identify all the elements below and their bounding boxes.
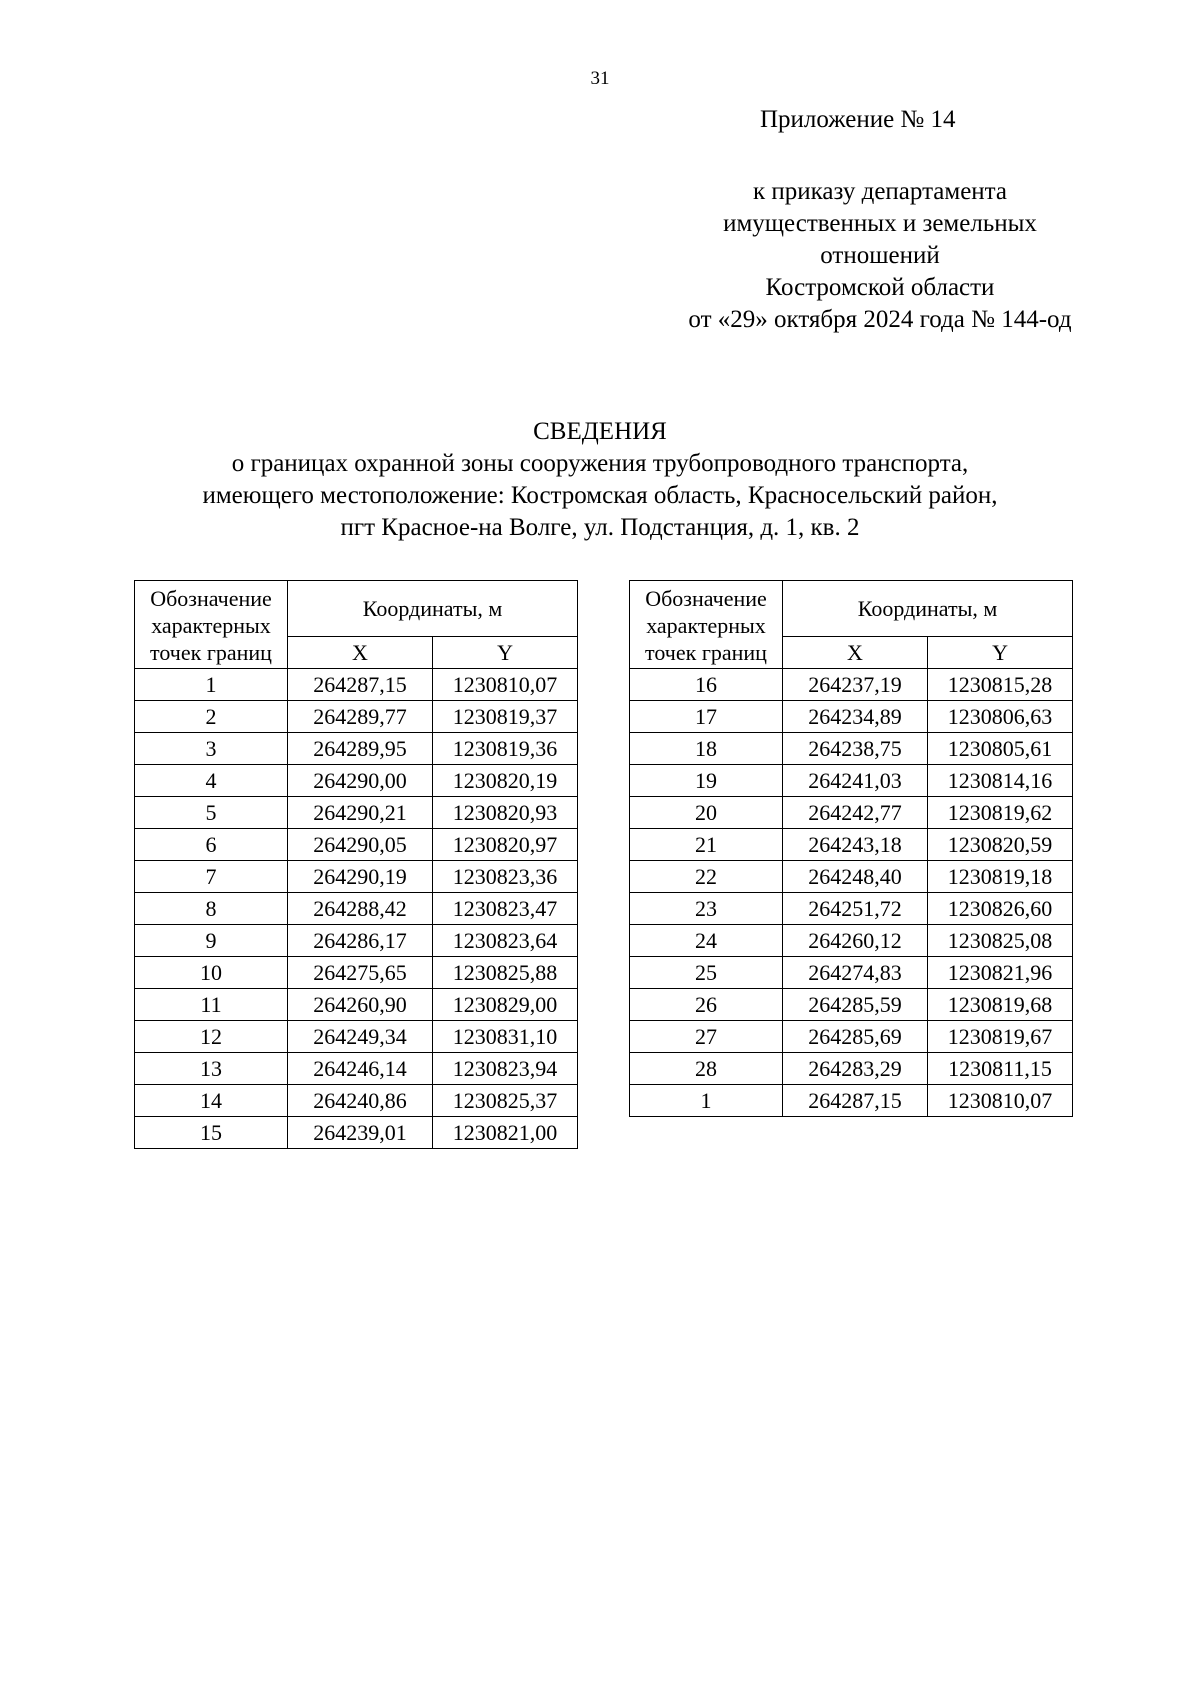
table-row: [135, 925, 578, 957]
point-number-cell: 11: [135, 989, 288, 1021]
table-row: [135, 989, 578, 1021]
point-number-cell: 27: [630, 1021, 783, 1053]
point-number-cell: 14: [135, 1085, 288, 1117]
table-row: [135, 1085, 578, 1117]
x-coordinate-cell: 264285,69: [783, 1021, 928, 1053]
y-coordinate-cell: 1230810,07: [433, 669, 578, 701]
table-row: [135, 669, 578, 701]
y-coordinate-cell: 1230825,08: [928, 925, 1073, 957]
y-coordinate-cell: 1230819,67: [928, 1021, 1073, 1053]
x-coordinate-cell: 264285,59: [783, 989, 928, 1021]
x-coordinate-cell: 264246,14: [288, 1053, 433, 1085]
header-points-line: Обозначение: [645, 585, 767, 611]
x-coordinate-cell: 264260,12: [783, 925, 928, 957]
header-x: X: [288, 637, 433, 669]
table-row: [135, 765, 578, 797]
page-number: 31: [590, 68, 610, 89]
table-row: [630, 1053, 1073, 1085]
annex-ref-line: от «29» октября 2024 года № 144-од: [688, 306, 1072, 333]
x-coordinate-cell: 264290,21: [288, 797, 433, 829]
point-number-cell: 7: [135, 861, 288, 893]
table-body: [630, 669, 1073, 1117]
x-coordinate-cell: 264234,89: [783, 701, 928, 733]
x-coordinate-cell: 264240,86: [288, 1085, 433, 1117]
x-coordinate-cell: 264275,65: [288, 957, 433, 989]
y-coordinate-cell: 1230831,10: [433, 1021, 578, 1053]
x-coordinate-cell: 264290,05: [288, 829, 433, 861]
table-row: [135, 1117, 578, 1149]
point-number-cell: 19: [630, 765, 783, 797]
header-points-line: точек границ: [150, 639, 272, 665]
point-number-cell: 12: [135, 1021, 288, 1053]
point-number-cell: 5: [135, 797, 288, 829]
header-points: [630, 581, 783, 669]
table-row: [630, 797, 1073, 829]
x-coordinate-cell: 264248,40: [783, 861, 928, 893]
point-number-cell: 4: [135, 765, 288, 797]
document-subtitle-line: пгт Красное-на Волге, ул. Подстанция, д. 1, кв. 2: [340, 514, 860, 541]
table-row: [630, 925, 1073, 957]
point-number-cell: 3: [135, 733, 288, 765]
point-number-cell: 28: [630, 1053, 783, 1085]
header-points-line: характерных: [646, 612, 766, 638]
point-number-cell: 16: [630, 669, 783, 701]
table-row: [630, 893, 1073, 925]
point-number-cell: 1: [135, 669, 288, 701]
y-coordinate-cell: 1230820,59: [928, 829, 1073, 861]
y-coordinate-cell: 1230819,18: [928, 861, 1073, 893]
x-coordinate-cell: 264290,19: [288, 861, 433, 893]
point-number-cell: 26: [630, 989, 783, 1021]
y-coordinate-cell: 1230815,28: [928, 669, 1073, 701]
y-coordinate-cell: 1230814,16: [928, 765, 1073, 797]
point-number-cell: 1: [630, 1085, 783, 1117]
y-coordinate-cell: 1230823,36: [433, 861, 578, 893]
point-number-cell: 15: [135, 1117, 288, 1149]
y-coordinate-cell: 1230819,36: [433, 733, 578, 765]
y-coordinate-cell: 1230820,93: [433, 797, 578, 829]
table-row: [135, 1021, 578, 1053]
x-coordinate-cell: 264286,17: [288, 925, 433, 957]
table-row: [135, 733, 578, 765]
table-row: [630, 829, 1073, 861]
x-coordinate-cell: 264283,29: [783, 1053, 928, 1085]
y-coordinate-cell: 1230820,19: [433, 765, 578, 797]
point-number-cell: 21: [630, 829, 783, 861]
y-coordinate-cell: 1230819,62: [928, 797, 1073, 829]
table-row: [135, 797, 578, 829]
y-coordinate-cell: 1230829,00: [433, 989, 578, 1021]
header-points: [135, 581, 288, 669]
x-coordinate-cell: 264287,15: [288, 669, 433, 701]
y-coordinate-cell: 1230806,63: [928, 701, 1073, 733]
header-points-line: Обозначение: [150, 585, 272, 611]
table-row: [135, 829, 578, 861]
x-coordinate-cell: 264289,95: [288, 733, 433, 765]
x-coordinate-cell: 264260,90: [288, 989, 433, 1021]
y-coordinate-cell: 1230826,60: [928, 893, 1073, 925]
annex-title: Приложение № 14: [760, 106, 956, 133]
header-coordinates: Координаты, м: [288, 581, 578, 637]
y-coordinate-cell: 1230810,07: [928, 1085, 1073, 1117]
y-coordinate-cell: 1230825,88: [433, 957, 578, 989]
table-body: [135, 669, 578, 1149]
point-number-cell: 20: [630, 797, 783, 829]
y-coordinate-cell: 1230821,96: [928, 957, 1073, 989]
x-coordinate-cell: 264290,00: [288, 765, 433, 797]
x-coordinate-cell: 264243,18: [783, 829, 928, 861]
document-subtitle-line: о границах охранной зоны сооружения трубопроводного транспорта,: [231, 450, 969, 477]
x-coordinate-cell: 264239,01: [288, 1117, 433, 1149]
annex-ref-line: к приказу департамента: [752, 178, 1008, 205]
x-coordinate-cell: 264287,15: [783, 1085, 928, 1117]
table-row: [630, 733, 1073, 765]
point-number-cell: 6: [135, 829, 288, 861]
point-number-cell: 8: [135, 893, 288, 925]
document-title: СВЕДЕНИЯ: [533, 418, 667, 445]
y-coordinate-cell: 1230823,47: [433, 893, 578, 925]
y-coordinate-cell: 1230823,64: [433, 925, 578, 957]
y-coordinate-cell: 1230823,94: [433, 1053, 578, 1085]
table-row: [135, 861, 578, 893]
coordinates-table-right: [629, 580, 1073, 1117]
table-row: [630, 989, 1073, 1021]
header-points-line: точек границ: [645, 639, 767, 665]
header-y: Y: [928, 637, 1073, 669]
header-points-line: характерных: [151, 612, 271, 638]
x-coordinate-cell: 264241,03: [783, 765, 928, 797]
point-number-cell: 2: [135, 701, 288, 733]
y-coordinate-cell: 1230819,68: [928, 989, 1073, 1021]
y-coordinate-cell: 1230811,15: [928, 1053, 1073, 1085]
point-number-cell: 9: [135, 925, 288, 957]
table-row: [630, 701, 1073, 733]
y-coordinate-cell: 1230820,97: [433, 829, 578, 861]
table-row: [135, 957, 578, 989]
x-coordinate-cell: 264249,34: [288, 1021, 433, 1053]
y-coordinate-cell: 1230821,00: [433, 1117, 578, 1149]
y-coordinate-cell: 1230825,37: [433, 1085, 578, 1117]
table-row: [630, 1085, 1073, 1117]
annex-ref-line: имущественных и земельных: [723, 210, 1037, 237]
point-number-cell: 22: [630, 861, 783, 893]
x-coordinate-cell: 264238,75: [783, 733, 928, 765]
table-row: [135, 893, 578, 925]
point-number-cell: 17: [630, 701, 783, 733]
table-row: [135, 701, 578, 733]
y-coordinate-cell: 1230819,37: [433, 701, 578, 733]
x-coordinate-cell: 264274,83: [783, 957, 928, 989]
point-number-cell: 24: [630, 925, 783, 957]
x-coordinate-cell: 264242,77: [783, 797, 928, 829]
point-number-cell: 18: [630, 733, 783, 765]
x-coordinate-cell: 264237,19: [783, 669, 928, 701]
point-number-cell: 10: [135, 957, 288, 989]
annex-reference: [600, 176, 1160, 336]
y-coordinate-cell: 1230805,61: [928, 733, 1073, 765]
annex-ref-line: Костромской области: [765, 274, 995, 301]
point-number-cell: 23: [630, 893, 783, 925]
table-row: [630, 1021, 1073, 1053]
header-coordinates: Координаты, м: [783, 581, 1073, 637]
x-coordinate-cell: 264289,77: [288, 701, 433, 733]
table-row: [630, 957, 1073, 989]
header-y: Y: [433, 637, 578, 669]
point-number-cell: 13: [135, 1053, 288, 1085]
x-coordinate-cell: 264288,42: [288, 893, 433, 925]
x-coordinate-cell: 264251,72: [783, 893, 928, 925]
document-subtitle-line: имеющего местоположение: Костромская область, Красносельский район,: [202, 482, 998, 509]
coordinates-table-left: [134, 580, 578, 1149]
point-number-cell: 25: [630, 957, 783, 989]
table-row: [630, 861, 1073, 893]
table-row: [135, 1053, 578, 1085]
annex-ref-line: отношений: [820, 242, 940, 269]
table-row: [630, 765, 1073, 797]
table-row: [630, 669, 1073, 701]
header-x: X: [783, 637, 928, 669]
document-heading: [0, 416, 1200, 544]
